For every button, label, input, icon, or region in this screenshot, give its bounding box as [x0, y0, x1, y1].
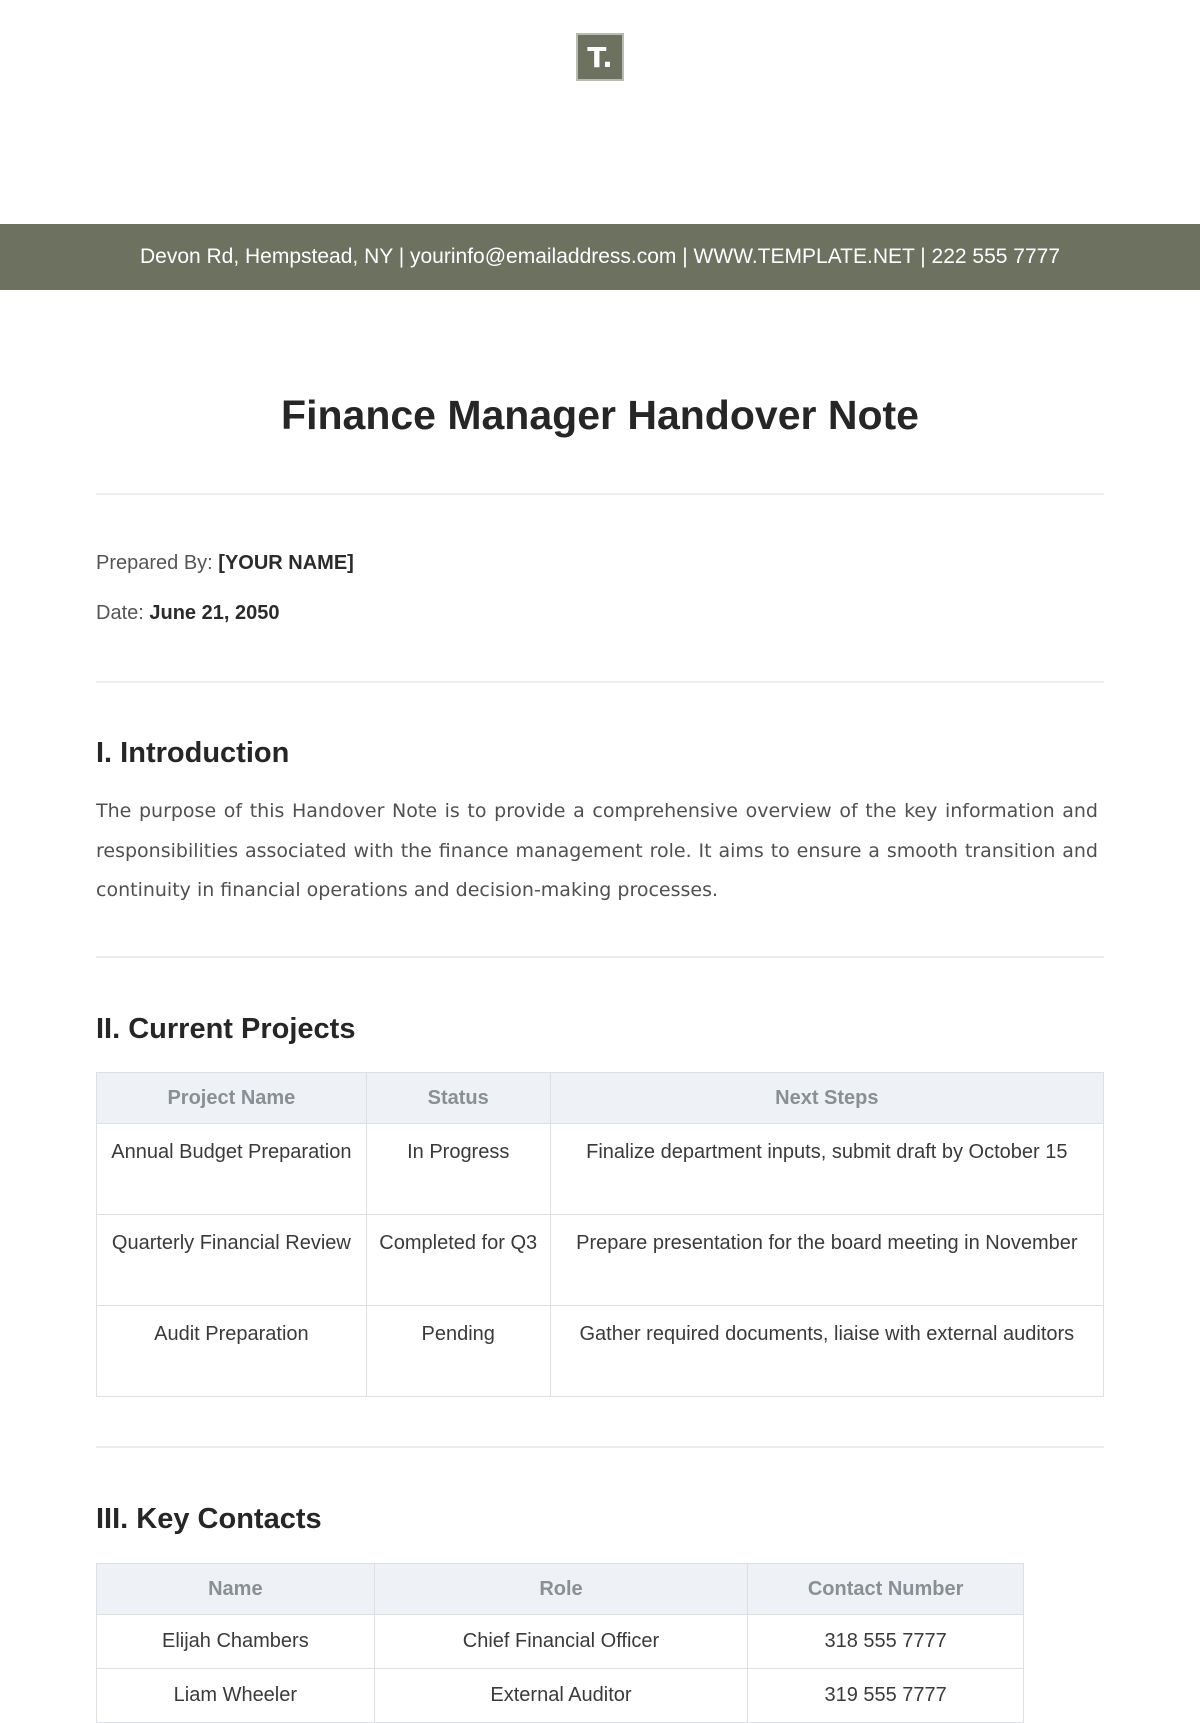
date-label: Date: [96, 602, 144, 624]
project-status: Completed for Q3 [366, 1215, 550, 1306]
table-row [97, 1306, 1104, 1397]
table-row [97, 1669, 1024, 1723]
date [96, 602, 279, 625]
introduction-body: The purpose of this Handover Note is to provide a comprehensive overview of the key information and responsibilities associated with the finance management role. It aims to ensure a smooth transition and continuity in financial operations and decision-making processes. [96, 800, 1098, 901]
contact-number: 318 555 7777 [748, 1615, 1024, 1669]
project-next-steps: Finalize department inputs, submit draft by October 15 [550, 1124, 1103, 1215]
divider [96, 493, 1104, 495]
divider [96, 956, 1104, 958]
divider [96, 681, 1104, 683]
prepared-by-label: Prepared By: [96, 552, 213, 574]
project-next-steps: Gather required documents, liaise with external auditors [550, 1306, 1103, 1397]
contact-name: Liam Wheeler [97, 1669, 375, 1723]
projects-table [96, 1072, 1104, 1397]
project-name: Annual Budget Preparation [97, 1124, 367, 1215]
projects-heading: II. Current Projects [96, 1013, 356, 1045]
date-value: June 21, 2050 [149, 602, 280, 624]
table-row [97, 1215, 1104, 1306]
table-row [97, 1615, 1024, 1669]
contact-name: Elijah Chambers [97, 1615, 375, 1669]
project-next-steps: Prepare presentation for the board meeting in November [550, 1215, 1103, 1306]
logo-wrap [0, 33, 1200, 81]
column-header: Status [366, 1073, 550, 1124]
table-row [97, 1124, 1104, 1215]
column-header: Contact Number [748, 1564, 1024, 1615]
contacts-table [96, 1563, 1024, 1723]
table-header-row [97, 1073, 1104, 1124]
column-header: Project Name [97, 1073, 367, 1124]
column-header: Next Steps [550, 1073, 1103, 1124]
divider [96, 1446, 1104, 1448]
contacts-heading: III. Key Contacts [96, 1503, 322, 1535]
table-header-row [97, 1564, 1024, 1615]
page-title: Finance Manager Handover Note [281, 392, 919, 438]
column-header: Name [97, 1564, 375, 1615]
company-logo: T. [576, 33, 624, 81]
column-header: Role [374, 1564, 748, 1615]
project-status: In Progress [366, 1124, 550, 1215]
contact-role: External Auditor [374, 1669, 748, 1723]
project-status: Pending [366, 1306, 550, 1397]
contact-number: 319 555 7777 [748, 1669, 1024, 1723]
contact-role: Chief Financial Officer [374, 1615, 748, 1669]
introduction-heading: I. Introduction [96, 737, 290, 769]
project-name: Audit Preparation [97, 1306, 367, 1397]
prepared-by [96, 552, 354, 575]
prepared-by-value: [YOUR NAME] [218, 552, 354, 574]
contact-banner: Devon Rd, Hempstead, NY | yourinfo@emailaddress.com | WWW.TEMPLATE.NET | 222 555 7777 [0, 224, 1200, 290]
project-name: Quarterly Financial Review [97, 1215, 367, 1306]
